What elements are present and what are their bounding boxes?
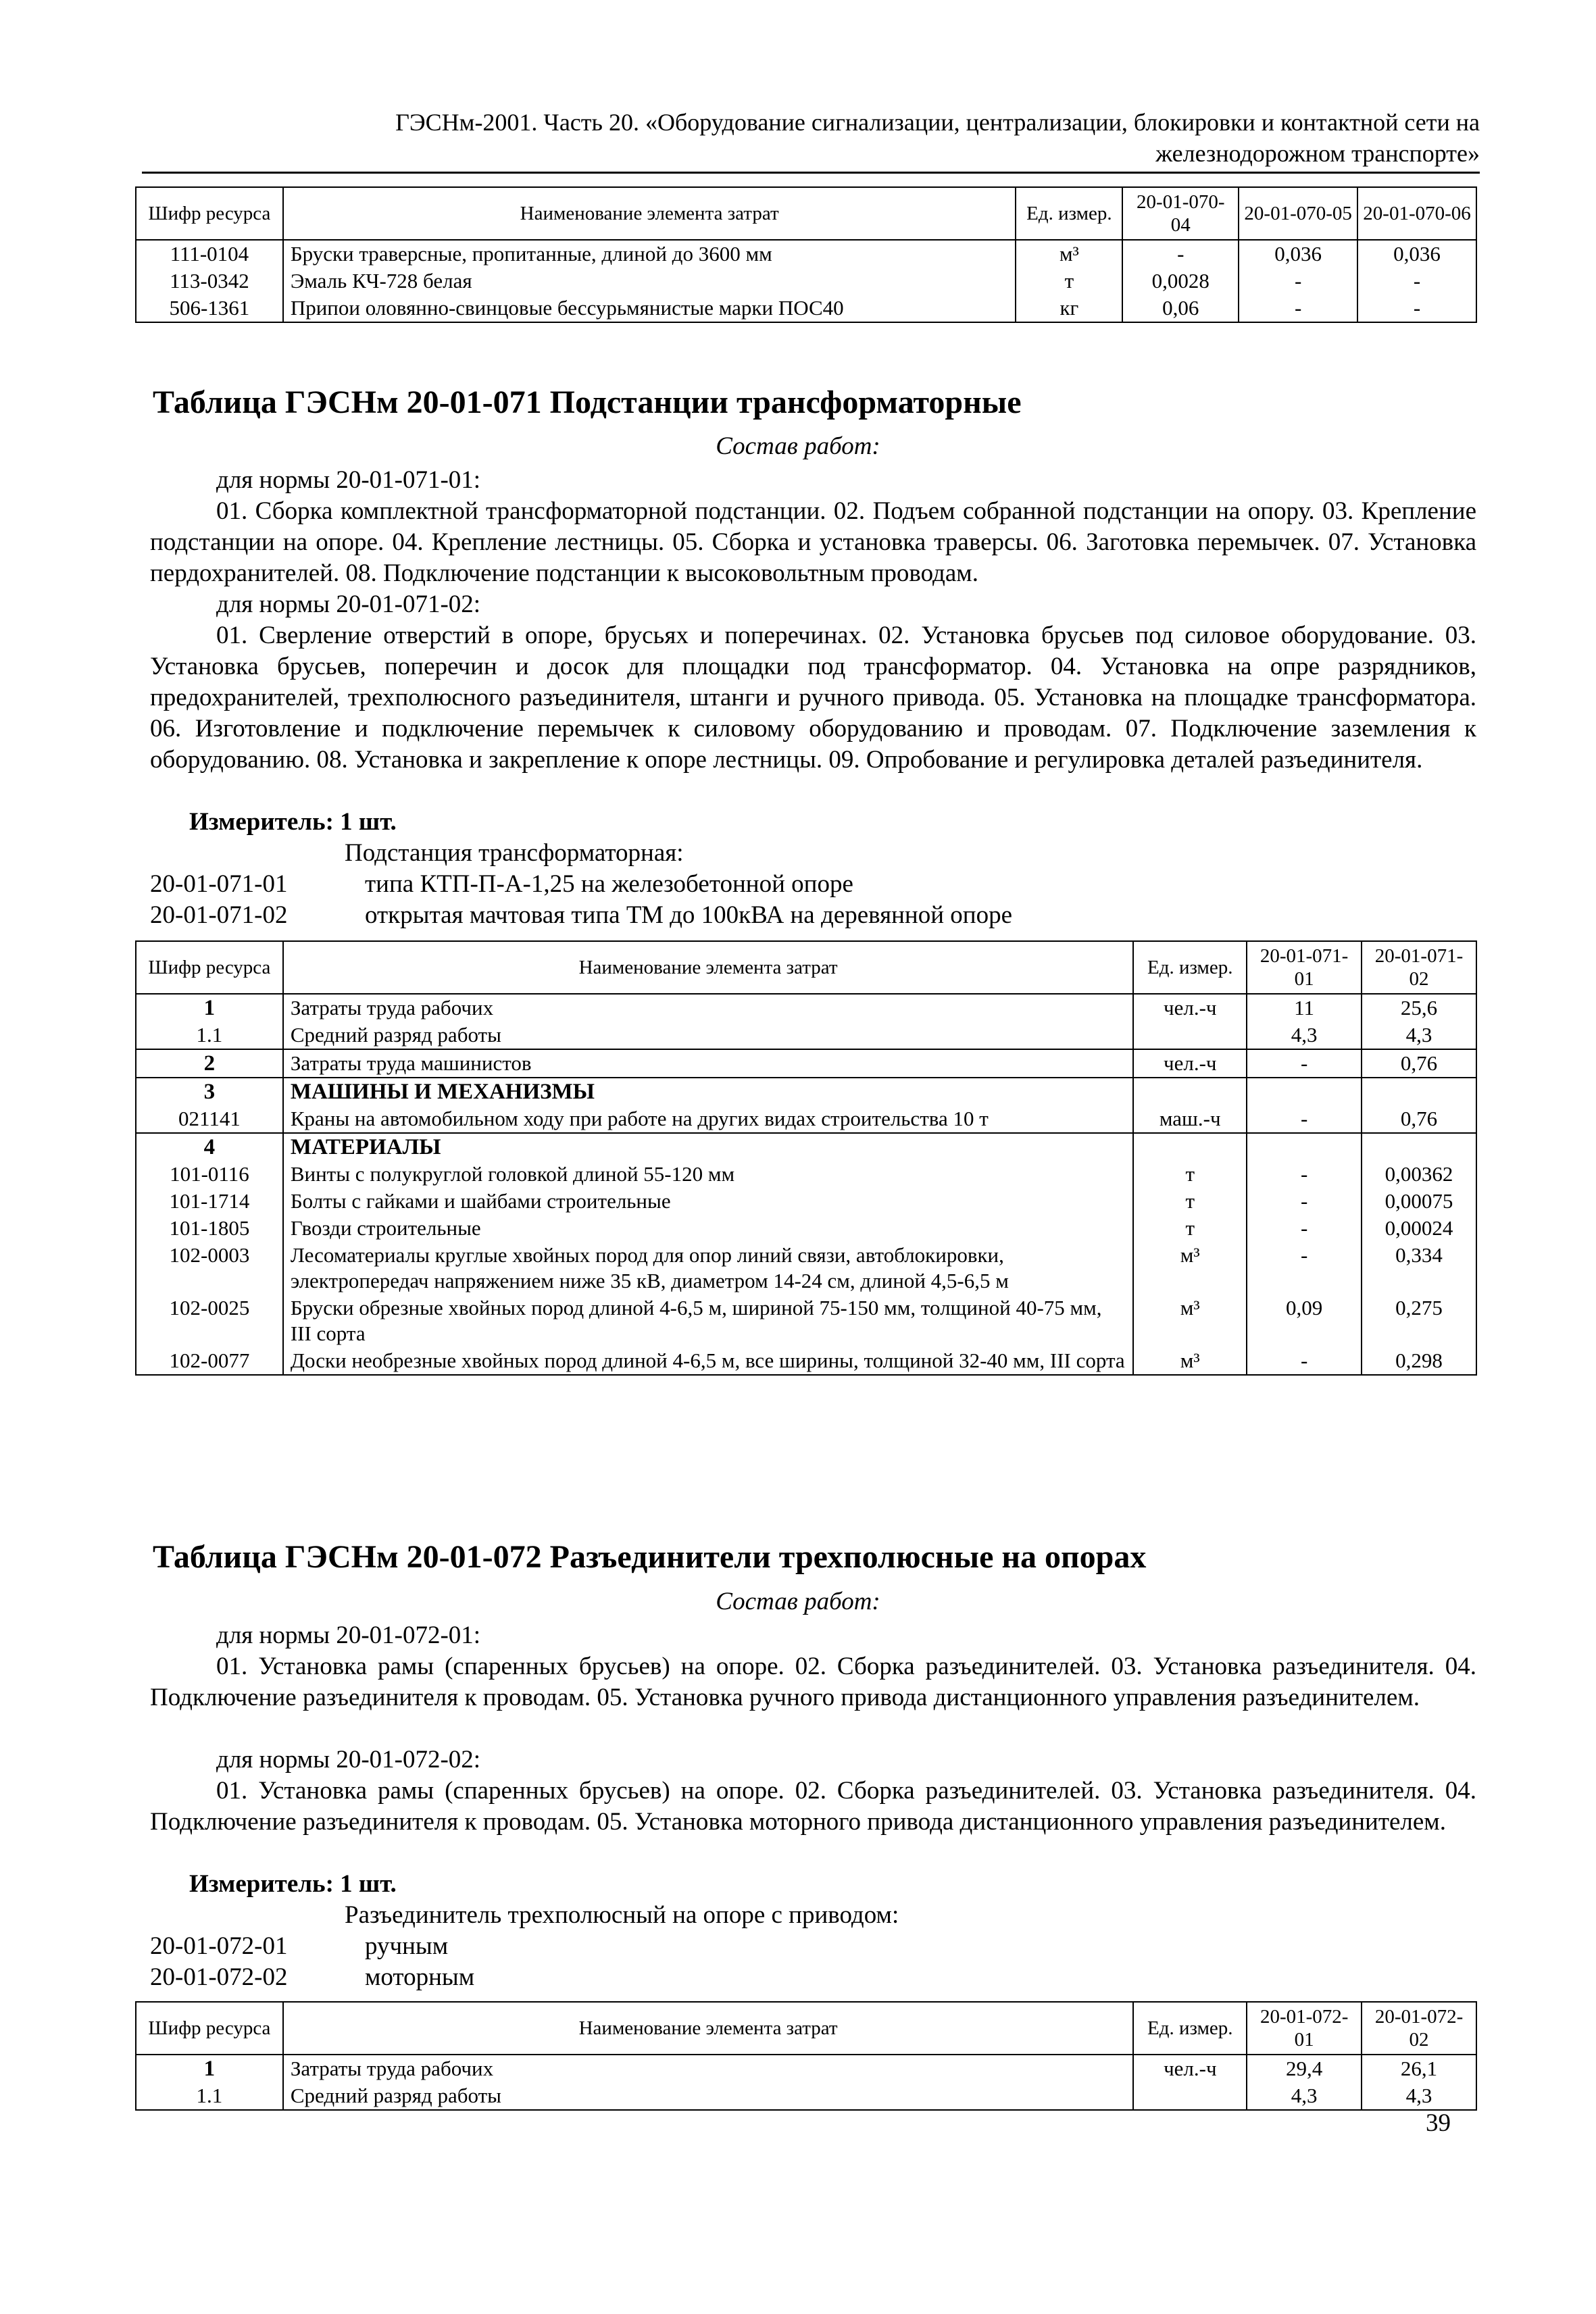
table-row [136,1188,1476,1215]
cell-code: 1 [136,994,283,1022]
table-row [136,268,1476,295]
table-row [136,1215,1476,1242]
cell-value: 0,09 [1247,1294,1362,1347]
header-rule [142,172,1480,174]
norm-label: для нормы 20-01-072-02: [216,1746,481,1774]
cell-value: 4,3 [1247,2082,1362,2110]
cell-value: 4,3 [1362,2082,1476,2110]
cell-value: - [1357,295,1476,322]
cell-unit: т [1133,1215,1247,1242]
col-header-name: Наименование элемента затрат [283,187,1016,240]
cell-unit [1133,1022,1247,1049]
table-row [136,994,1476,1022]
cell-value: - [1239,295,1357,322]
cell-unit: м³ [1016,240,1122,268]
cell-unit: чел.-ч [1133,2055,1247,2082]
cell-empty [1247,1133,1362,1161]
cell-value: - [1122,240,1239,268]
cell-name: Бруски обрезные хвойных пород длиной 4-6,5 м, шириной 75-150 мм, толщиной 40-75 мм, III сорта [283,1294,1133,1347]
col-header-name: Наименование элемента затрат [283,2002,1134,2055]
cell-code: 3 [136,1078,283,1105]
running-header-line1: ГЭСНм-2001. Часть 20. «Оборудование сигнализации, централизации, блокировки и контактной сети на [395,109,1480,136]
cell-code: 101-1805 [136,1215,283,1242]
cell-value: 11 [1247,994,1362,1022]
cell-name: Бруски траверсные, пропитанные, длиной до 3600 мм [283,240,1016,268]
norm-description: открытая мачтовая типа ТМ до 100кВА на деревянной опоре [365,901,1012,929]
cell-value: - [1247,1215,1362,1242]
cell-value: 29,4 [1247,2055,1362,2082]
col-header-norm: 20-01-071-01 [1247,941,1362,994]
cell-name: Средний разряд работы [283,2082,1134,2110]
measurement-unit: Измеритель: 1 шт. [189,1870,397,1898]
cell-unit: чел.-ч [1133,1049,1247,1078]
cell-value: - [1247,1105,1362,1133]
cell-section-title: МАТЕРИАЛЫ [283,1133,1133,1161]
cell-unit: т [1016,268,1122,295]
table-row [136,2082,1476,2110]
col-header-code: Шифр ресурса [136,187,283,240]
work-composition-label: Состав работ: [716,432,880,460]
table-071 [135,940,1477,1376]
cell-value: 26,1 [1362,2055,1476,2082]
cell-value: 4,3 [1247,1022,1362,1049]
cell-value: 0,76 [1362,1105,1476,1133]
col-header-norm: 20-01-071-02 [1362,941,1476,994]
cell-value: 0,298 [1362,1347,1476,1375]
cell-code: 1.1 [136,1022,283,1049]
table-row [136,1161,1476,1188]
norm-label: для нормы 20-01-072-01: [216,1621,481,1649]
cell-unit: т [1133,1188,1247,1215]
cell-code: 1 [136,2055,283,2082]
cell-name: Винты с полукруглой головкой длиной 55-120 мм [283,1161,1133,1188]
col-header-code: Шифр ресурса [136,941,283,994]
norm-label: для нормы 20-01-071-02: [216,590,481,618]
cell-value: - [1357,268,1476,295]
table-070-continuation [135,186,1477,323]
page-number: 39 [1426,2109,1451,2137]
table-title-072: Таблица ГЭСНм 20-01-072 Разъединители трехполюсные на опорах [153,1539,1147,1575]
norm-code: 20-01-072-01 [150,1932,288,1960]
norm-group-title: Подстанция трансформаторная: [345,839,684,867]
table-row [136,1133,1476,1161]
cell-unit: м³ [1133,1347,1247,1375]
cell-code: 2 [136,1049,283,1078]
cell-code: 1.1 [136,2082,283,2110]
cell-unit: чел.-ч [1133,994,1247,1022]
cell-unit: м³ [1133,1294,1247,1347]
cell-value: 0,00024 [1362,1215,1476,1242]
cell-empty [1133,1133,1247,1161]
cell-name: Доски необрезные хвойных пород длиной 4-6,5 м, все ширины, толщиной 32-40 мм, III сорта [283,1347,1133,1375]
cell-empty [1247,1078,1362,1105]
table-row [136,1105,1476,1133]
cell-value: - [1247,1049,1362,1078]
measurement-unit: Измеритель: 1 шт. [189,808,397,836]
table-row [136,1242,1476,1294]
table-row [136,1078,1476,1105]
table-row [136,1347,1476,1375]
cell-value: 25,6 [1362,994,1476,1022]
cell-name: Гвозди строительные [283,1215,1133,1242]
col-header-unit: Ед. измер. [1133,941,1247,994]
cell-code: 4 [136,1133,283,1161]
cell-code: 101-1714 [136,1188,283,1215]
cell-name: Болты с гайками и шайбами строительные [283,1188,1133,1215]
cell-value: - [1247,1188,1362,1215]
table-title-071: Таблица ГЭСНм 20-01-071 Подстанции трансформаторные [153,384,1022,420]
norm-code: 20-01-071-01 [150,870,288,898]
col-header-norm: 20-01-070-06 [1357,187,1476,240]
norm-group-title: Разъединитель трехполюсный на опоре с приводом: [345,1901,899,1929]
cell-value: 0,06 [1122,295,1239,322]
cell-empty [1362,1078,1476,1105]
cell-code: 021141 [136,1105,283,1133]
work-description: 01. Установка рамы (спаренных брусьев) на опоре. 02. Сборка разъединителей. 03. Установка разъединителя. 04. Подключение разъединителя к проводам. 05. Установка моторного привода дистанционного управления разъединителем. [150,1777,1476,1836]
work-composition-label: Состав работ: [716,1588,880,1615]
col-header-name: Наименование элемента затрат [283,941,1133,994]
work-description: 01. Сверление отверстий в опоре, брусьях и поперечинах. 02. Установка брусьев под силовое оборудование. 03. Установка брусьев, поперечин и досок для площадки под трансформатор. 04. Установка на опре разрядников, предохранителей, трехполюсного разъединителя, штанги и ручного привода. 05. Установка на площадке трансформатора. 06. Изготовление и подключение перемычек к силовому оборудованию и проводам. 07. Подключение заземления к оборудованию. 08. Установка и закрепление к опоре лестницы. 09. Опробование и регулировка деталей разъединителя. [150,622,1476,774]
table-row [136,1049,1476,1078]
cell-empty [1362,1133,1476,1161]
cell-value: 0,036 [1239,240,1357,268]
cell-name: Затраты труда рабочих [283,2055,1134,2082]
work-description: 01. Сборка комплектной трансформаторной подстанции. 02. Подъем собранной подстанции на опору. 03. Крепление подстанции на опоре. 04. Крепление лестницы. 05. Сборка и установка траверсы. 06. Заготовка перемычек. 07. Установка пердохранителей. 08. Подключение подстанции к высоковольтным проводам. [150,497,1476,587]
norm-description: ручным [365,1932,449,1960]
cell-unit: т [1133,1161,1247,1188]
cell-unit: кг [1016,295,1122,322]
running-header-line2: железнодорожном транспорте» [1155,140,1480,167]
cell-value: - [1239,268,1357,295]
table-row [136,1294,1476,1347]
cell-value: - [1247,1347,1362,1375]
cell-name: Затраты труда рабочих [283,994,1133,1022]
work-description: 01. Установка рамы (спаренных брусьев) на опоре. 02. Сборка разъединителей. 03. Установка разъединителя. 04. Подключение разъединителя к проводам. 05. Установка ручного привода дистанционного управления разъединителем. [150,1653,1476,1711]
cell-unit [1133,2082,1247,2110]
cell-value: 0,275 [1362,1294,1476,1347]
cell-code: 113-0342 [136,268,283,295]
cell-code: 101-0116 [136,1161,283,1188]
cell-code: 506-1361 [136,295,283,322]
cell-name: Краны на автомобильном ходу при работе на других видах строительства 10 т [283,1105,1133,1133]
cell-name: Припои оловянно-свинцовые бессурьмянистые марки ПОС40 [283,295,1016,322]
cell-value: 0,0028 [1122,268,1239,295]
cell-name: Средний разряд работы [283,1022,1133,1049]
col-header-norm: 20-01-072-02 [1362,2002,1476,2055]
cell-value: - [1247,1242,1362,1294]
table-row [136,295,1476,322]
cell-name: Лесоматериалы круглые хвойных пород для опор линий связи, автоблокировки, электропередач напряжением ниже 35 кВ, диаметром 14-24 см, длиной 4,5-6,5 м [283,1242,1133,1294]
norm-code: 20-01-072-02 [150,1963,288,1991]
cell-value: 0,76 [1362,1049,1476,1078]
norm-description: моторным [365,1963,475,1991]
cell-value: 4,3 [1362,1022,1476,1049]
table-072 [135,2001,1477,2111]
cell-name: Затраты труда машинистов [283,1049,1133,1078]
cell-code: 102-0077 [136,1347,283,1375]
col-header-norm: 20-01-072-01 [1247,2002,1362,2055]
cell-unit: маш.-ч [1133,1105,1247,1133]
norm-label: для нормы 20-01-071-01: [216,466,481,494]
cell-unit: м³ [1133,1242,1247,1294]
norm-code: 20-01-071-02 [150,901,288,929]
col-header-norm: 20-01-070-04 [1122,187,1239,240]
cell-empty [1133,1078,1247,1105]
cell-value: 0,036 [1357,240,1476,268]
norm-description: типа КТП-П-А-1,25 на железобетонной опоре [365,870,853,898]
table-row [136,2055,1476,2082]
col-header-code: Шифр ресурса [136,2002,283,2055]
cell-code: 102-0025 [136,1294,283,1347]
col-header-norm: 20-01-070-05 [1239,187,1357,240]
cell-value: 0,00075 [1362,1188,1476,1215]
table-row [136,240,1476,268]
cell-code: 102-0003 [136,1242,283,1294]
cell-value: 0,00362 [1362,1161,1476,1188]
col-header-unit: Ед. измер. [1016,187,1122,240]
cell-name: Эмаль КЧ-728 белая [283,268,1016,295]
table-row [136,1022,1476,1049]
col-header-unit: Ед. измер. [1133,2002,1247,2055]
cell-section-title: МАШИНЫ И МЕХАНИЗМЫ [283,1078,1133,1105]
cell-value: - [1247,1161,1362,1188]
cell-code: 111-0104 [136,240,283,268]
cell-value: 0,334 [1362,1242,1476,1294]
